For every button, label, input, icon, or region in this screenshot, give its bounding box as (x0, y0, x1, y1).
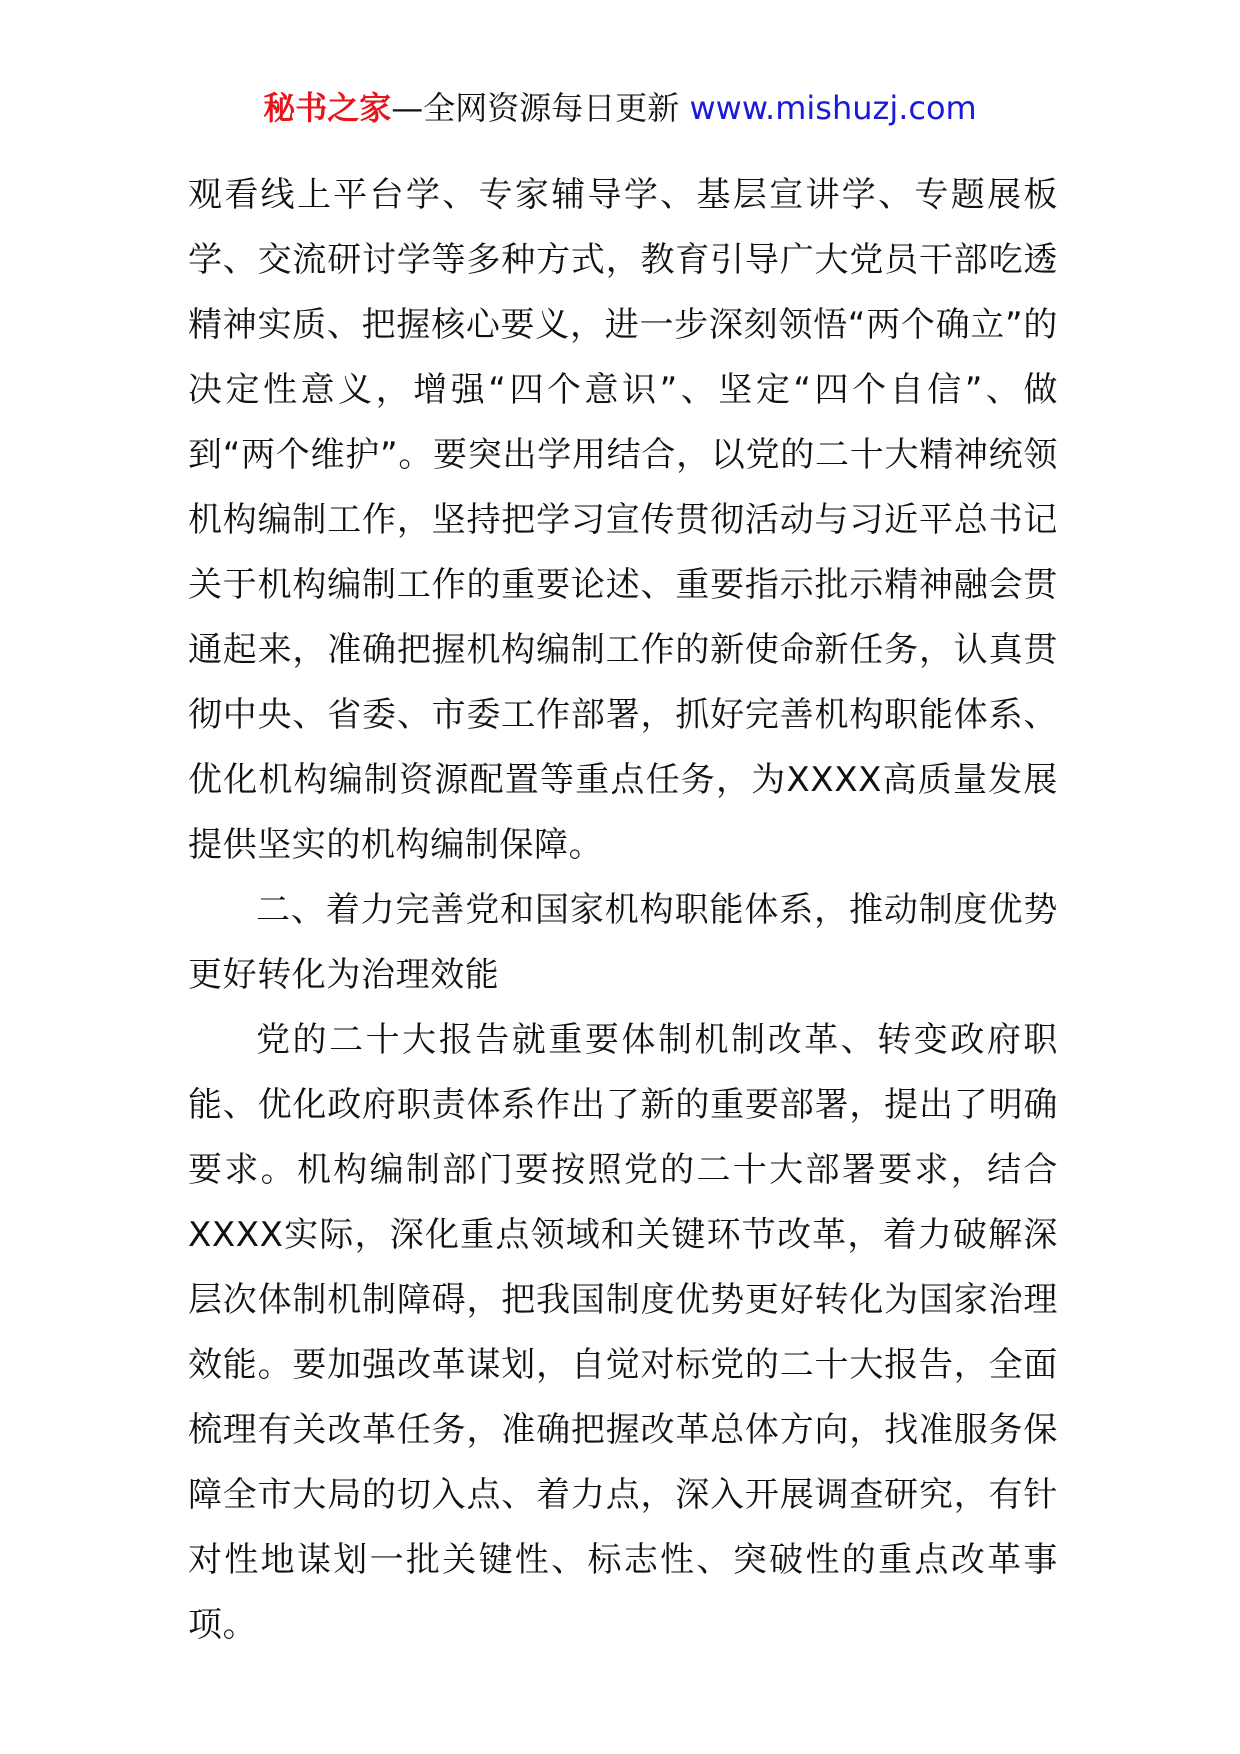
section-heading: 二、着力完善党和国家机构职能体系，推动制度优势更好转化为治理效能 (188, 890, 1058, 995)
paragraph-continuation: 观看线上平台学、专家辅导学、基层宣讲学、专题展板学、交流研讨学等多种方式，教育引导广大党员干部吃透精神实质、把握核心要义，进一步深刻领悟“两个确立”的决定性意义，增强“四个意识”、坚定“四个自信”、做到“两个维护”。要突出学用结合，以党的二十大精神统领机构编制工作，坚持把学习宣传贯彻活动与习近平总书记关于机构编制工作的重要论述、重要指示批示精神融会贯通起来，准确把握机构编制工作的新使命新任务，认真贯彻中央、省委、市委工作部署，抓好完善机构职能体系、优化机构编制资源配置等重点任务，为XXXX高质量发展提供坚实的机构编制保障。 (188, 175, 1058, 865)
site-url-link[interactable]: www.mishuzj.com (689, 89, 977, 127)
brand-name: 秘书之家 (263, 89, 392, 127)
document-body (188, 163, 1058, 1658)
paragraph: 党的二十大报告就重要体制机制改革、转变政府职能、优化政府职责体系作出了新的重要部署，提出了明确要求。机构编制部门要按照党的二十大部署要求，结合XXXX实际，深化重点领域和关键环节改革，着力破解深层次体制机制障碍，把我国制度优势更好转化为国家治理效能。要加强改革谋划，自觉对标党的二十大报告，全面梳理有关改革任务，准确把握改革总体方向，找准服务保障全市大局的切入点、着力点，深入开展调查研究，有针对性地谋划一批关键性、标志性、突破性的重点改革事项。 (188, 1020, 1058, 1645)
page-header (0, 88, 1240, 128)
header-tagline: —全网资源每日更新 (391, 89, 690, 127)
